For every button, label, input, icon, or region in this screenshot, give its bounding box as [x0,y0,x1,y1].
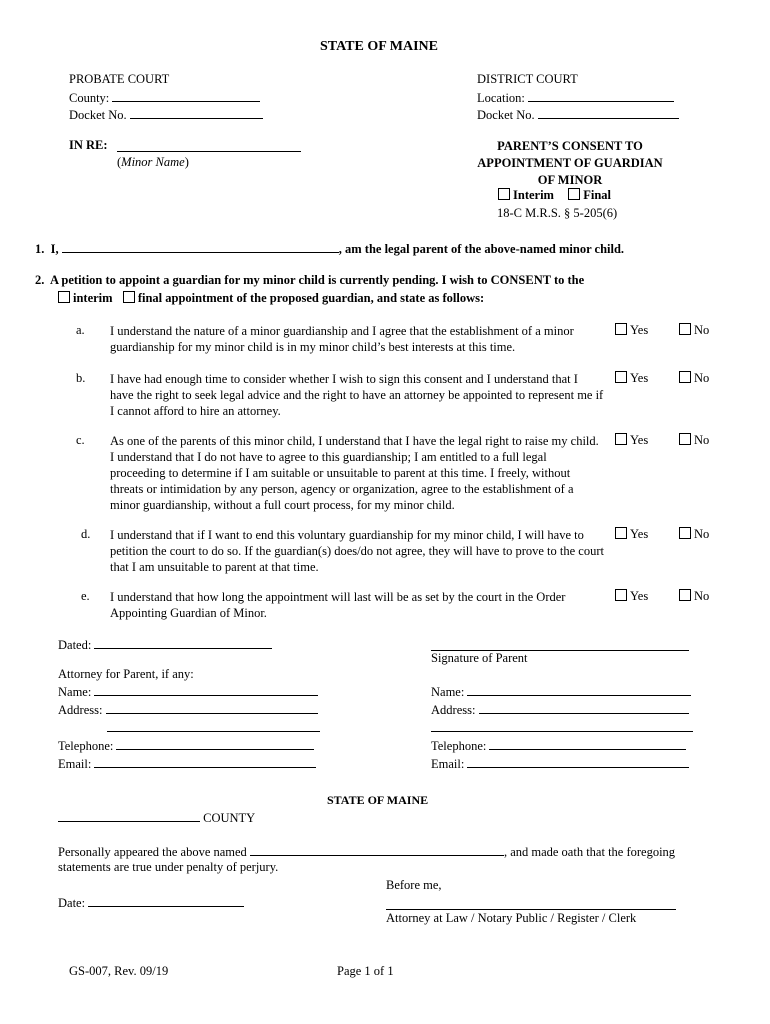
no-checkbox[interactable] [679,433,691,445]
attorney-name-input[interactable] [94,683,318,696]
no-option[interactable]: No [679,433,709,448]
attorney-email-input[interactable] [94,755,316,768]
telephone-label: Telephone: [58,739,114,753]
parent-address-field[interactable] [431,701,689,718]
appointment-type-options: Interim Final [498,188,611,203]
attorney-telephone-input[interactable] [116,737,314,750]
attorney-label: Attorney for Parent, if any: [58,667,194,681]
attorney-email-field[interactable] [58,755,316,772]
question-text: I understand that if I want to end this voluntary guardianship for my minor child, I will have to petition the court to do so. If the guardian(s) does/do not agree, they will have to prove to the court that I am unsuitable to parent at that time. [110,528,604,574]
officer-signature-line[interactable] [386,909,676,910]
no-checkbox[interactable] [679,589,691,601]
notary-state-title: STATE OF MAINE [327,793,429,807]
parent-name-input[interactable] [62,240,339,253]
no-checkbox[interactable] [679,323,691,335]
item-2-line-1: 2. A petition to appoint a guardian for my minor child is currently pending. I wish to CONSENT to the [35,273,585,287]
telephone-label: Telephone: [431,739,487,753]
yes-option[interactable]: Yes [615,527,648,542]
attorney-address-line-2[interactable] [107,731,320,732]
location-label: Location: [477,91,525,105]
item-2-line-2: interim final appointment of the proposed guardian, and state as follows: [58,291,484,306]
yes-checkbox[interactable] [615,589,627,601]
affiant-name-input[interactable] [250,843,504,856]
no-checkbox[interactable] [679,371,691,383]
before-me-label: Before me, [386,878,442,892]
date-label: Date: [58,896,86,910]
no-option[interactable]: No [679,589,709,604]
yes-option[interactable]: Yes [615,589,648,604]
parent-email-input[interactable] [467,755,689,768]
parent-email-field[interactable] [431,755,689,772]
parent-address-line-2[interactable] [431,731,693,732]
interim-checkbox[interactable] [498,188,510,200]
consent-final-checkbox[interactable] [123,291,135,303]
notary-county-input[interactable] [58,809,200,822]
page-title: STATE OF MAINE [320,39,438,54]
yes-checkbox[interactable] [615,433,627,445]
yes-checkbox[interactable] [615,323,627,335]
email-label: Email: [58,757,92,771]
notary-date-input[interactable] [88,894,244,907]
officer-label: Attorney at Law / Notary Public / Register / Clerk [386,911,637,925]
question-letter: c. [76,433,85,447]
docket-field[interactable] [69,106,263,123]
question-letter: e. [81,589,90,603]
parent-telephone-field[interactable] [431,737,686,754]
address-label: Address: [431,703,476,717]
parent-address-input[interactable] [479,701,689,714]
yes-checkbox[interactable] [615,527,627,539]
county-field[interactable] [69,89,260,106]
attorney-name-field[interactable] [58,683,318,700]
question-letter: b. [76,371,86,385]
minor-name-caption: (Minor Name) [117,155,189,169]
district-docket-label: Docket No. [477,108,535,122]
dated-label: Dated: [58,638,92,652]
question-text: I understand that how long the appointment will last will be as set by the court in the Order Appointing Guardian of Minor. [110,590,566,620]
item-1: 1. I, , am the legal parent of the above-named minor child. [35,242,625,256]
no-option[interactable]: No [679,371,709,386]
question-letter: a. [76,323,85,337]
notary-county-field[interactable] [58,809,255,826]
no-option[interactable]: No [679,323,709,338]
question-text: I have had enough time to consider whether I wish to sign this consent and I understand that I have the right to seek legal advice and the right to have an attorney be appointed to represent me if I cannot afford to hire an attorney. [110,372,604,418]
form-number: GS-007, Rev. 09/19 [69,964,169,978]
oath-line-2: statements are true under penalty of perjury. [58,860,279,874]
consent-interim-checkbox[interactable] [58,291,70,303]
in-re-label: IN RE: [69,138,108,152]
question-text: As one of the parents of this minor child, I understand that I have the legal right to raise my child. I understand that I do not have to agree to this guardianship; I am entitled to a full legal proceeding to determine if I am suitable or unsuitable to parent at this time. I freely, without threats or intimidation by any person, agency or organization, agree to the establishment of a minor guardianship, without a full court process, for my minor child. [110,434,599,512]
address-label: Address: [58,703,103,717]
parent-name-input-2[interactable] [467,683,691,696]
yes-option[interactable]: Yes [615,433,648,448]
minor-name-input[interactable] [117,151,301,152]
district-court-label: DISTRICT COURT [477,72,578,86]
yes-checkbox[interactable] [615,371,627,383]
docket-label: Docket No. [69,108,127,122]
notary-date-field[interactable] [58,894,244,911]
oath-line-1: Personally appeared the above named , and made oath that the foregoing [58,845,676,859]
county-label: COUNTY [203,811,256,825]
yes-option[interactable]: Yes [615,323,648,338]
attorney-address-input[interactable] [106,701,318,714]
dated-input[interactable] [94,636,272,649]
no-checkbox[interactable] [679,527,691,539]
attorney-telephone-field[interactable] [58,737,314,754]
question-letter: d. [81,527,91,541]
email-label: Email: [431,757,465,771]
parent-telephone-input[interactable] [489,737,686,750]
question-text: I understand the nature of a minor guardianship and I agree that the establishment of a minor guardianship for my minor child is in my minor child’s best interests at this time. [110,324,574,354]
probate-court-label: PROBATE COURT [69,72,170,86]
signature-label: Signature of Parent [431,651,528,665]
yes-option[interactable]: Yes [615,371,648,386]
dated-field[interactable] [58,636,272,653]
county-input[interactable] [112,89,260,102]
name-label: Name: [431,685,465,699]
parent-name-field[interactable] [431,683,691,700]
page-number: Page 1 of 1 [337,964,394,978]
form-title: PARENT’S CONSENT TO APPOINTMENT OF GUARDIAN OF MINOR [477,139,663,187]
district-docket-input[interactable] [538,106,679,119]
statute-reference: 18-C M.R.S. § 5-205(6) [497,206,618,220]
location-field[interactable] [477,89,674,106]
county-label: County: [69,91,110,105]
district-docket-field[interactable] [477,106,679,123]
docket-input[interactable] [130,106,263,119]
no-option[interactable]: No [679,527,709,542]
final-checkbox[interactable] [568,188,580,200]
location-input[interactable] [528,89,674,102]
name-label: Name: [58,685,92,699]
attorney-address-field[interactable] [58,701,318,718]
